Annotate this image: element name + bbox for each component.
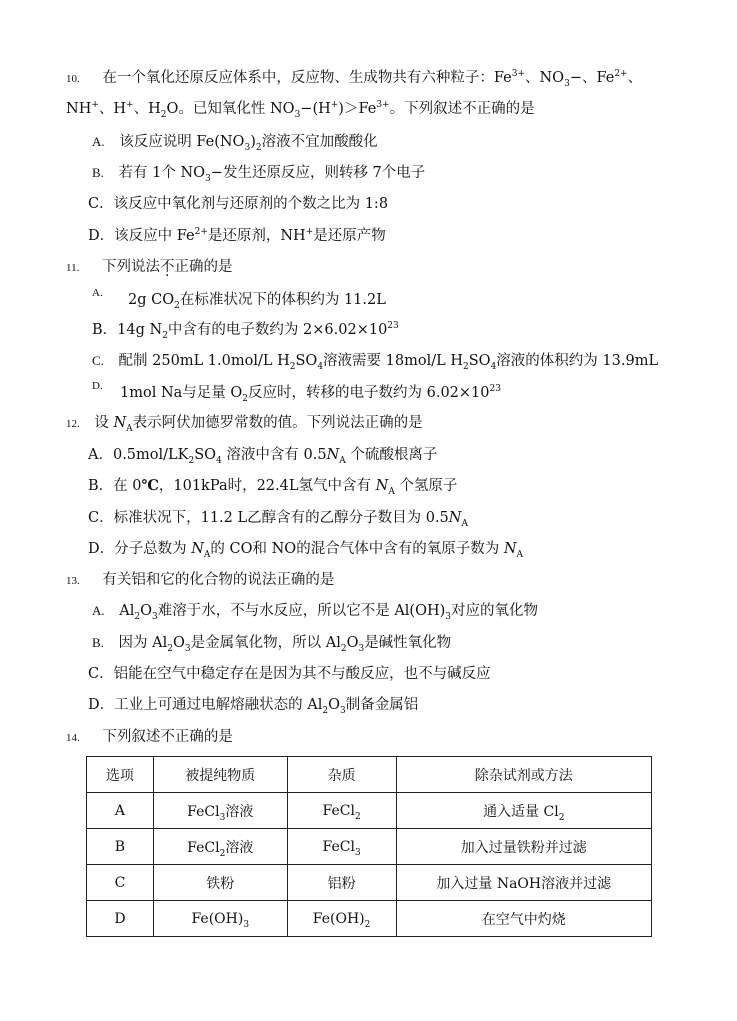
q11-option-b: B．14g $N_2$中含有的电子数约为 $2\times 6.02\times 10^{23}$ [92, 321, 399, 341]
q13-stem: 13. 有关铝和它的化合物的说法正确的是 [66, 570, 334, 591]
q12-option-c: C．标准状况下，11.2 L乙醇含有的乙醇分子数目为 $0.5N_A$ [88, 510, 468, 529]
q12-option-d: D．分子总数为 $N_A$的 CO和 NO的混合气体中含有的氧原子数为 $N_A$ [88, 541, 523, 560]
table-header-row [87, 757, 652, 793]
table-cell: FeCl$_2$ [287, 793, 396, 829]
table-cell: A [87, 793, 154, 829]
q11-option-a-label: A. [92, 287, 103, 299]
q11-option-d: 1mol Na与足量 $O_2$反应时，转移的电子数约为 $6.02\times 10^{23}$ [120, 384, 501, 404]
q10-option-d: D．该反应中 $Fe^{2+}$是还原剂，NH+是还原产物 [88, 227, 386, 244]
table-row [87, 829, 652, 865]
q13-option-a: A. $Al_2O_3$难溶于水，不与水反应，所以它不是 $Al(OH)_3$对应的氧化物 [92, 603, 539, 622]
table-row [87, 793, 652, 829]
table-cell: $Fe(OH)_2$ [287, 901, 396, 937]
table-cell: FeCl$_2$溶液 [153, 829, 287, 865]
q12-option-a: A．$0.5mol/LK_2SO_4$ 溶液中含有 $0.5N_A$ 个硫酸根离子 [88, 447, 438, 466]
table-cell: 铝粉 [287, 865, 396, 901]
q13-option-c: C．铝能在空气中稳定存在是因为其不与酸反应，也不与碱反应 [88, 666, 491, 682]
emphasis-dot: 不 [159, 259, 175, 275]
q12-number: 12. [66, 418, 80, 430]
q10-number: 10. [66, 73, 80, 85]
q13-option-b: B. 因为 $Al_2O_3$是金属氧化物，所以 $Al_2O_3$是碱性氧化物 [92, 635, 452, 654]
q10-stem-line1: 10. 在一个氧化还原反应体系中，反应物、生成物共有六种粒子：$Fe^{3+}$、$NO_3-$、$Fe^{2+}$、 [66, 69, 643, 89]
table-row [87, 901, 652, 937]
q12-stem: 12. 设 $N_A$表示阿伏加德罗常数的值。下列说法正确的是 [66, 415, 423, 434]
table-cell: B [87, 829, 154, 865]
q14-stem: 14. 下列叙述不正确的是 [66, 727, 233, 748]
table-cell: FeCl$_3$ [287, 829, 396, 865]
q10-stem-line2: NH+、H+、$H_2O$。已知氧化性 $NO_3-(H^+)>Fe^{3+}$。下列叙述不正确的是 [66, 100, 535, 120]
q13-option-d: D．工业上可通过电解熔融状态的 $Al_2O_3$制备金属铝 [88, 697, 419, 716]
q11-stem: 11. 下列说法不正确的是 [66, 257, 232, 278]
q12-option-b: B．在 0℃，101kPa时，22.4L氢气中含有 $N_A$ 个氢原子 [88, 477, 458, 497]
table-header: 选项 [87, 757, 154, 793]
q14-number: 14. [66, 732, 80, 744]
q13-number: 13. [66, 575, 80, 587]
table-cell: C [87, 865, 154, 901]
table-cell: 通入适量 $Cl_2$ [396, 793, 651, 829]
q11-number: 11. [66, 262, 80, 274]
q14-table [86, 756, 652, 937]
q11-option-c: C. 配制 250mL 1.0mol/L $H_2SO_4$溶液需要 18mol/L $H_2SO_4$溶液的体积约为 13.9mL [92, 353, 659, 372]
table-cell: FeCl$_3$溶液 [153, 793, 287, 829]
q10-option-a: A. 该反应说明 $Fe(NO_3)_2$溶液不宜加酸酸化 [92, 134, 378, 153]
q10-option-b: B. 若有 1个 $NO_3-$发生还原反应，则转移 7个电子 [92, 165, 426, 184]
q10-option-c: C．该反应中氧化剂与还原剂的个数之比为 1:8 [88, 196, 389, 212]
table-header: 杂质 [287, 757, 396, 793]
table-cell: D [87, 901, 154, 937]
table-cell: 在空气中灼烧 [396, 901, 651, 937]
table-cell: 加入过量铁粉并过滤 [396, 829, 651, 865]
table-cell: 铁粉 [153, 865, 287, 901]
table-cell: 加入过量 NaOH溶液并过滤 [396, 865, 651, 901]
q11-option-d-label: D. [92, 380, 103, 392]
table-header: 被提纯物质 [153, 757, 287, 793]
table-header: 除杂试剂或方法 [396, 757, 651, 793]
q11-option-a: 2g $CO_2$在标准状况下的体积约为 11.2L [128, 292, 386, 311]
table-row [87, 865, 652, 901]
table-cell: $Fe(OH)_3$ [153, 901, 287, 937]
